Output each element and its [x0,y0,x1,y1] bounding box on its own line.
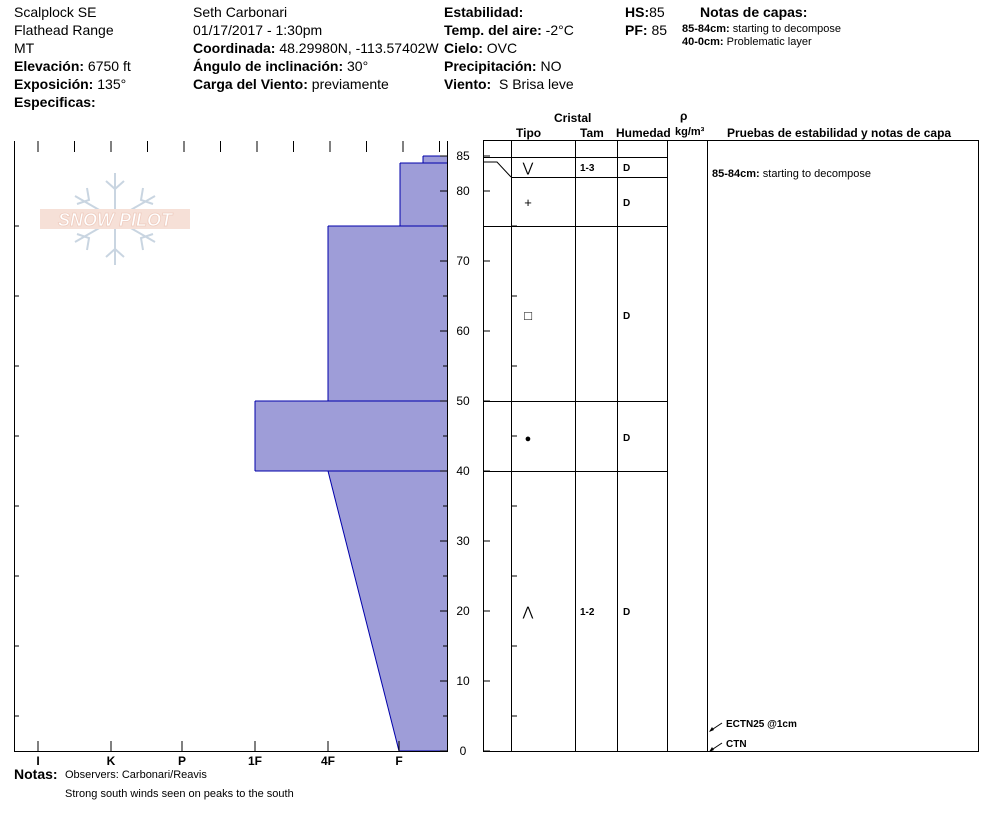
air-temp: Temp. del aire: -2°C [444,22,574,38]
svg-text:SNOW PILOT: SNOW PILOT [58,210,172,230]
layer-test-note: 85-84cm: starting to decompose [712,168,871,180]
x-tick-label: P [177,754,187,768]
x-tick-label: K [106,754,116,768]
y-tick-label: 85 [456,149,470,163]
test-arrowhead [709,727,714,732]
stability-tests [709,168,871,752]
y-tick-label: 70 [456,254,470,268]
decomposing-icon: ⋁ [522,160,534,175]
layer-notes-title: Notas de capas: [700,4,808,20]
moisture: D [623,198,631,209]
observer: Seth Carbonari [193,4,288,20]
grain-size: 1-3 [580,163,595,174]
wind-loading: Carga del Viento: previamente [193,76,389,92]
grain-size: 1-2 [580,607,595,618]
y-tick-label: 60 [456,324,470,338]
wind: Viento: S Brisa leve [444,76,574,92]
stability-label: Estabilidad: [444,4,524,20]
snowpilot-logo [40,173,190,265]
y-tick-label: 30 [456,534,470,548]
x-tick-label: F [395,754,403,768]
layer-row [524,308,630,323]
moisture: D [623,311,631,322]
stability-test-label: CTN [726,739,747,750]
notes-line: Strong south winds seen on peaks to the south [65,788,294,800]
col-rho: ρ [680,109,688,123]
y-tick-label: 80 [456,184,470,198]
x-tick-label: 1F [247,754,263,768]
y-tick-label: 10 [456,674,470,688]
hardness-area [255,156,447,751]
x-tick-label: I [36,754,40,768]
layer-note: 85-84cm: starting to decompose [682,23,841,35]
faceted-icon: □ [524,308,532,323]
moisture: D [623,607,631,618]
elevation: Elevación: 6750 ft [14,58,131,74]
precip-particle-icon: + [524,195,532,210]
col-tam: Tam [580,126,604,140]
melt-freeze-icon: ● [524,433,532,445]
aspect: Exposición: 135° [14,76,127,92]
y-tick-label: 50 [456,394,470,408]
col-density-unit: kg/m³ [675,126,705,138]
pf: PF: 85 [625,22,668,38]
layer-table [483,140,979,752]
col-cristal: Cristal [554,111,592,125]
hardness-profile [255,156,447,751]
row-connector [483,162,511,177]
moisture: D [623,163,631,174]
specifics-label: Especificas: [14,94,96,110]
stability-test-label: ECTN25 @1cm [726,719,797,730]
depth-hoar-icon: ⋀ [522,604,534,619]
notes-label: Notas: [14,766,58,782]
y-tick-label: 40 [456,464,470,478]
hs: HS:85 [625,4,665,20]
layer-row [525,433,631,445]
notes-line: Observers: Carbonari/Reavis [65,769,207,781]
datetime: 01/17/2017 - 1:30pm [193,22,323,38]
col-tests-title: Pruebas de estabilidad y notas de capa [727,126,952,140]
col-humedad: Humedad [616,126,671,140]
range-name: Flathead Range [14,22,114,38]
moisture: D [623,433,631,444]
layer-row [524,195,630,210]
coordinates: Coordinada: 48.29980N, -113.57402W [193,40,439,56]
x-tick-label: 4F [320,754,336,768]
state-name: MT [14,40,35,56]
col-tipo: Tipo [516,126,542,140]
y-tick-label: 0 [459,744,467,758]
site-name: Scalplock SE [14,4,97,20]
precipitation: Precipitación: NO [444,58,562,74]
layer-note: 40-0cm: Problematic layer [682,36,812,48]
slope-angle: Ángulo de inclinación: 30° [193,58,369,74]
sky: Cielo: OVC [444,40,518,56]
y-tick-label: 20 [456,604,470,618]
